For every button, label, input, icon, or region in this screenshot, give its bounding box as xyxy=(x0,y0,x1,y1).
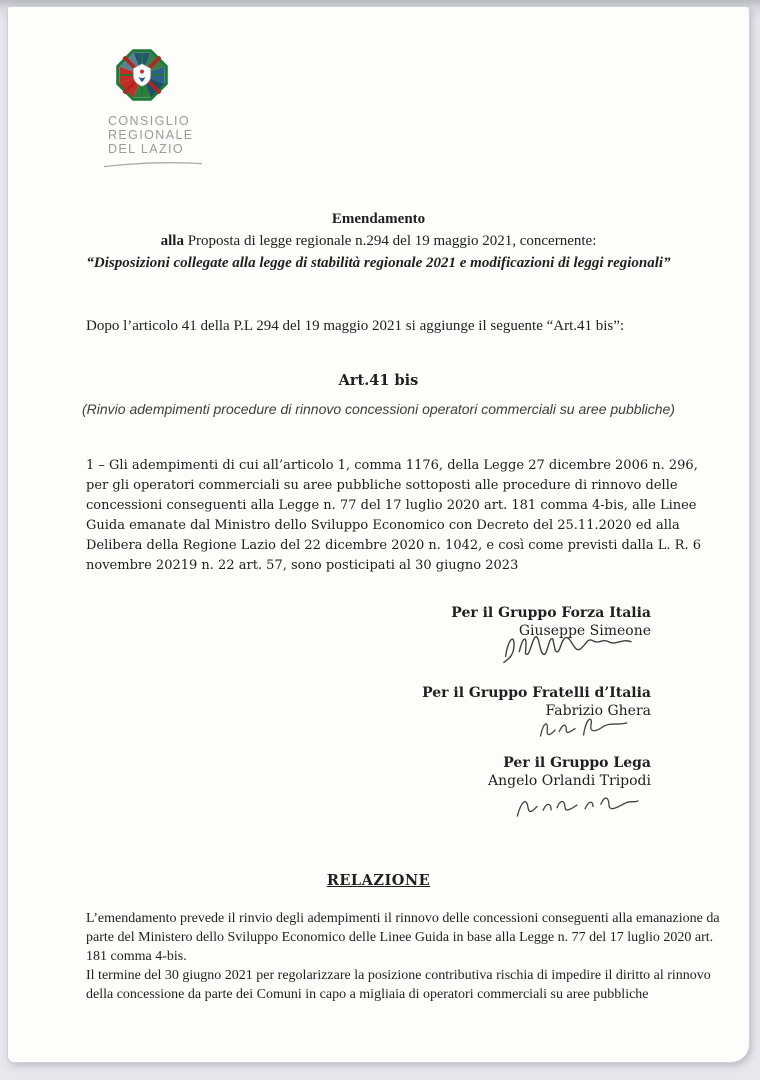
signatory-name: Giuseppe Simeone xyxy=(518,623,651,639)
signature-group-label: Per il Gruppo Fratelli d’Italia xyxy=(422,685,651,701)
title-subtitle xyxy=(8,230,749,252)
title-subtitle-rest: Proposta di legge regionale n.294 del 19 maggio 2021, concernente: xyxy=(183,233,597,249)
article-subtitle: (Rinvio adempimenti procedure di rinnovo concessioni operatori commerciali su aree pubbliche) xyxy=(82,401,675,417)
title-block xyxy=(8,208,749,274)
title-subtitle-bold: alla xyxy=(160,233,184,249)
intro-sentence: Dopo l’articolo 41 della P.L 294 del 19 maggio 2021 si aggiunge il seguente “Art.41 bis”: xyxy=(86,318,625,334)
document-title: Emendamento xyxy=(331,211,426,227)
signatory-name: Angelo Orlandi Tripodi xyxy=(488,773,651,789)
consiglio-regionale-lazio-emblem-icon xyxy=(108,49,288,106)
article-heading: Art.41 bis xyxy=(338,372,419,389)
signatory-name: Fabrizio Ghera xyxy=(545,703,651,719)
relazione-paragraph-1: L’emendamento prevede il rinvio degli adempimenti il rinnovo delle concessioni conseguenti alla emanazione da parte del Ministero dello Sviluppo Economico delle Linee Guida in base alla Legge n. 77 del 17 luglio 2020 art. 181 comma 4-bis. xyxy=(86,911,720,964)
law-title-quote: “Disposizioni collegate alla legge di stabilità regionale 2021 e modificazioni di leggi regionali” xyxy=(86,255,671,271)
letterhead xyxy=(108,49,288,169)
signature-scribble-simeone xyxy=(498,621,640,666)
relazione-paragraph-2: Il termine del 30 giugno 2021 per regolarizzare la posizione contributiva rischia di impedire il diritto al rinnovo della concessione da parte dei Comuni in capo a migliaia di operatori commerciali su aree pubbliche xyxy=(86,968,711,1002)
org-name-line2: REGIONALE xyxy=(108,128,194,142)
signature-scribble-ghera xyxy=(534,710,632,745)
signature-group-label: Per il Gruppo Forza Italia xyxy=(451,605,651,621)
article-body: 1 – Gli adempimenti di cui all’articolo 1, comma 1176, della Legge 27 dicembre 2006 n. 296, per gli operatori commerciali su aree pubbliche sottoposti alle procedure di rinnovo delle concessioni conseguenti alla Legge n. 77 del 17 luglio 2020 art. 181 comma 4-bis, alle Linee Guida emanate dal Ministro dello Sviluppo Economico con Decreto del 25.11.2020 ed alla Delibera della Regione Lazio del 22 dicembre 2020 n. 1042, e così come previsti dalla L. R. 6 novembre 20219 n. 22 art. 57, sono posticipati al 30 giugno 2023 xyxy=(86,458,701,573)
relazione-heading: RELAZIONE xyxy=(326,872,431,889)
logo-swoosh-line xyxy=(102,159,206,169)
org-name-line1: CONSIGLIO xyxy=(108,114,191,128)
signature-scribble-tripodi xyxy=(512,788,641,824)
signature-block-lega xyxy=(488,754,651,790)
org-name-line3: DEL LAZIO xyxy=(108,142,185,156)
relazione-body xyxy=(86,909,734,1004)
document-page xyxy=(8,7,749,1062)
signature-group-label: Per il Gruppo Lega xyxy=(503,755,651,771)
